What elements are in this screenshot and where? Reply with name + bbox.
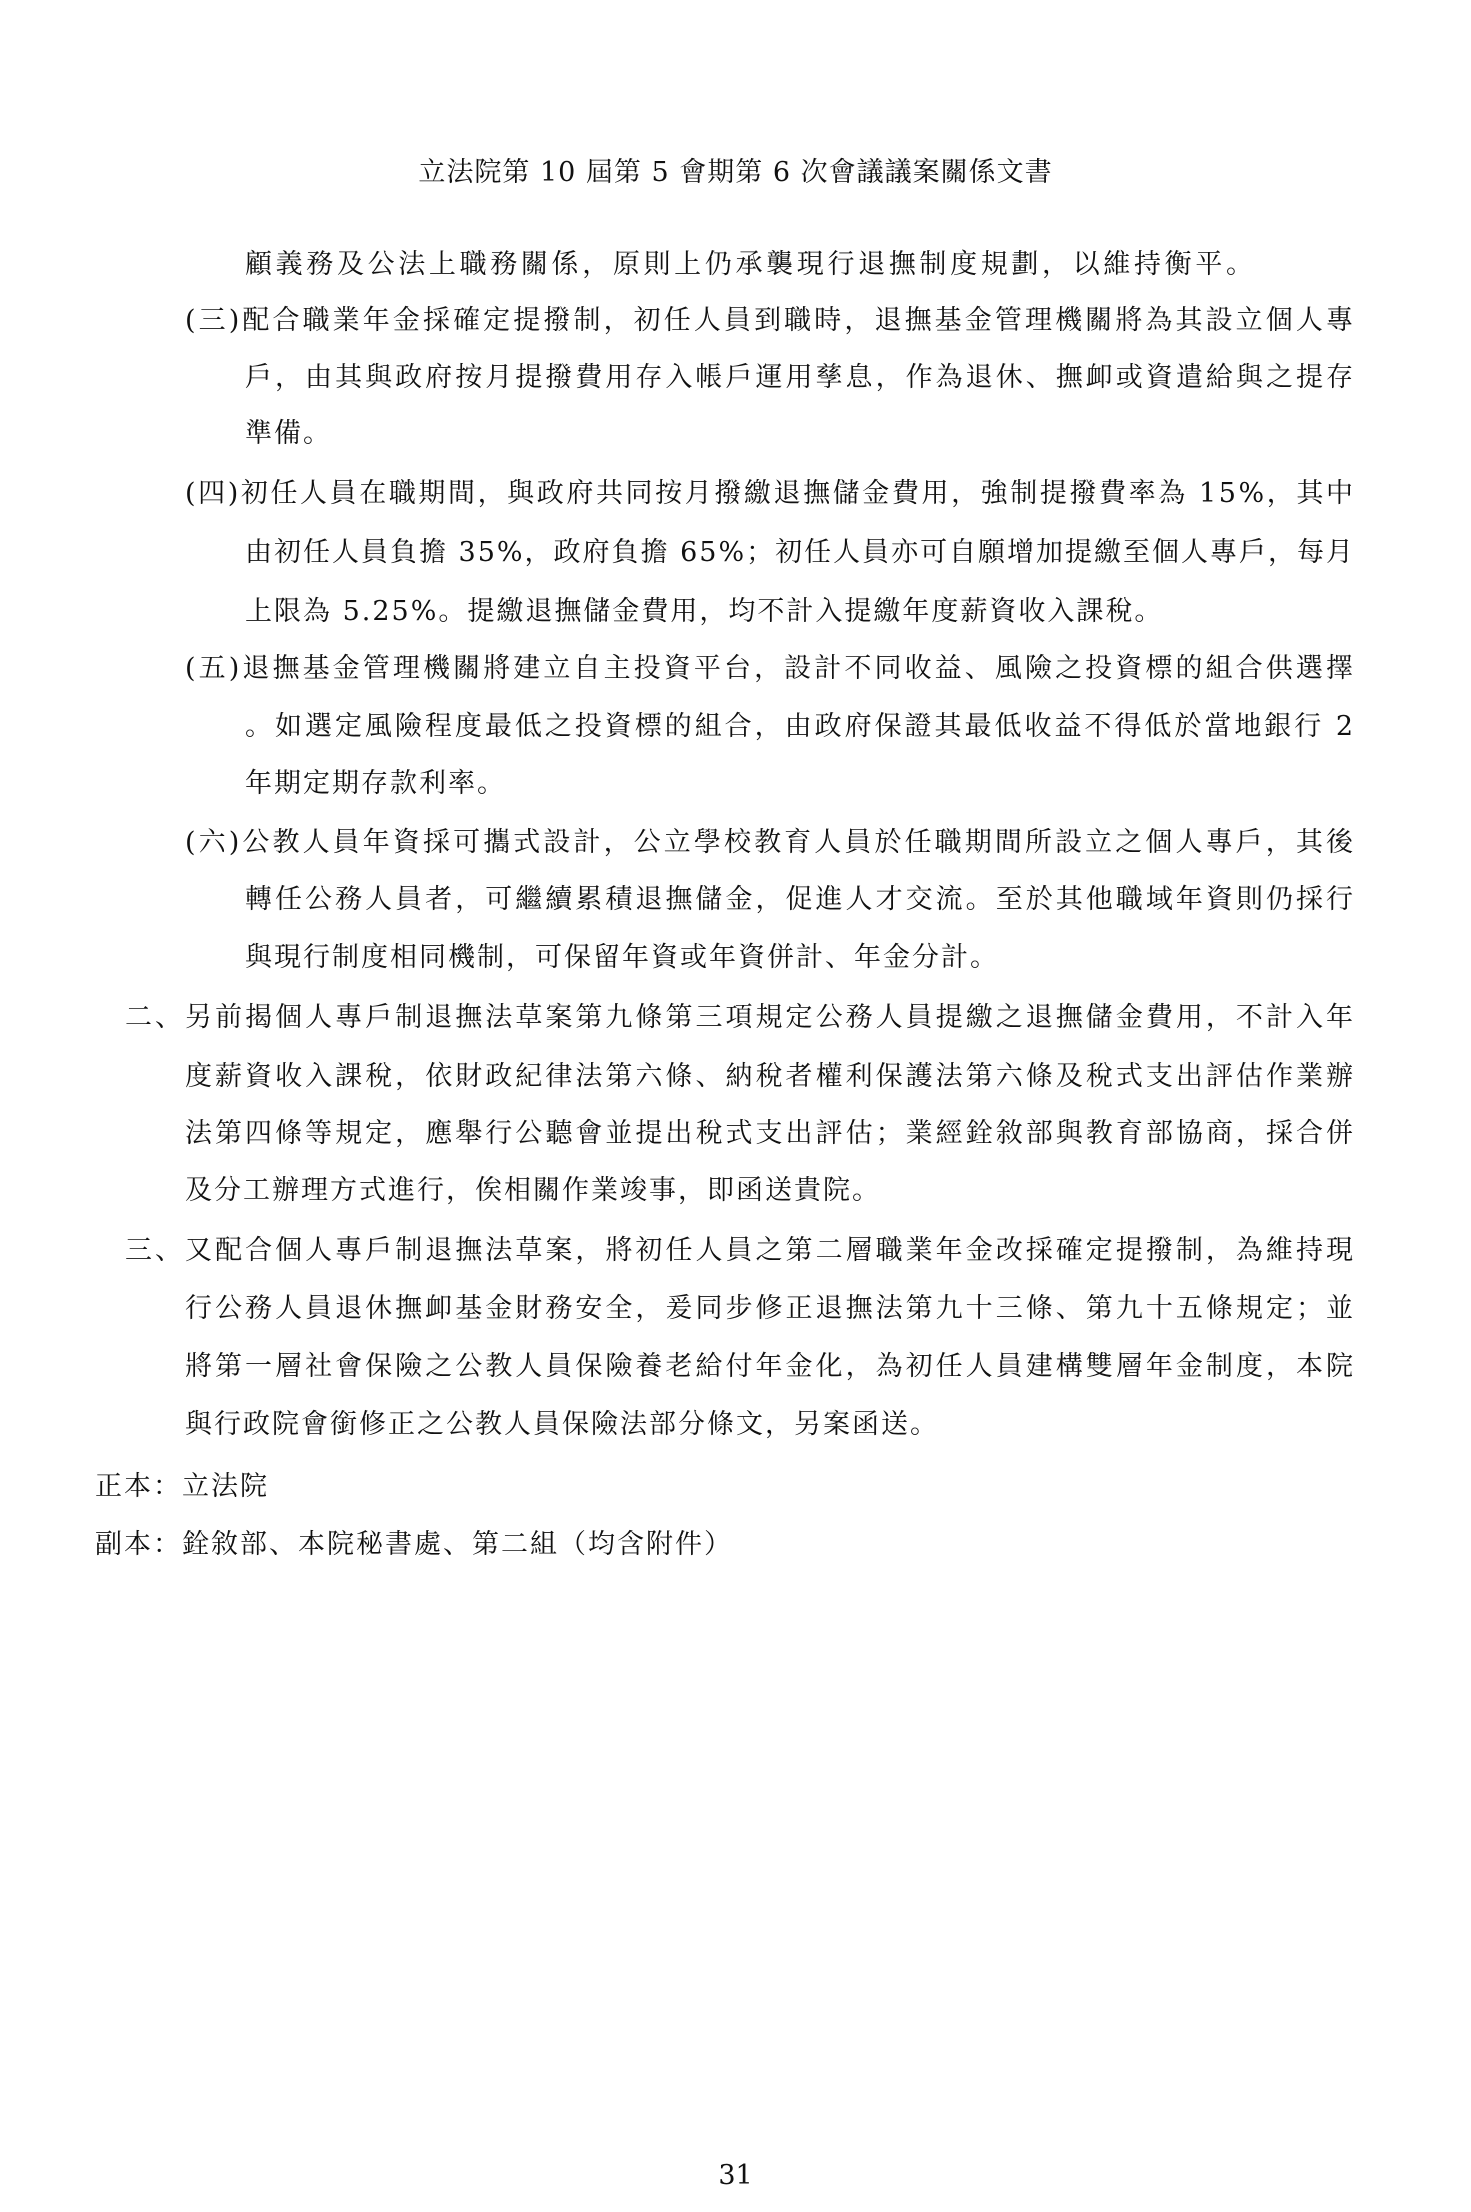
text-line: 準備。	[245, 418, 332, 449]
text-line: 與現行制度相同機制，可保留年資或年資併計、年金分計。	[245, 942, 999, 973]
text-line: 轉任公務人員者，可繼續累積退撫儲金，促進人才交流。至於其他職域年資則仍採行	[245, 884, 1357, 915]
text-line: 行公務人員退休撫卹基金財務安全，爰同步修正退撫法第九十三條、第九十五條規定；並	[185, 1293, 1357, 1324]
text-line: 戶，由其與政府按月提撥費用存入帳戶運用孳息，作為退休、撫卹或資遣給與之提存	[245, 362, 1357, 393]
text-line: 二、另前揭個人專戶制退撫法草案第九條第三項規定公務人員提繳之退撫儲金費用，不計入年	[125, 1002, 1357, 1033]
text-line: (三)配合職業年金採確定提撥制，初任人員到職時，退撫基金管理機關將為其設立個人專	[185, 305, 1357, 336]
text-line: 與行政院會銜修正之公教人員保險法部分條文，另案函送。	[185, 1409, 939, 1440]
text-line: (四)初任人員在職期間，與政府共同按月撥繳退撫儲金費用，強制提撥費率為 15%，其中	[185, 478, 1356, 509]
text-line: (六)公教人員年資採可攜式設計，公立學校教育人員於任職期間所設立之個人專戶，其後	[185, 827, 1357, 858]
text-line: (五)退撫基金管理機關將建立自主投資平台，設計不同收益、風險之投資標的組合供選擇	[185, 653, 1357, 684]
text-line: 及分工辦理方式進行，俟相關作業竣事，即函送貴院。	[185, 1175, 881, 1206]
document-header: 立法院第 10 屆第 5 會期第 6 次會議議案關係文書	[418, 157, 1053, 188]
text-line: 顧義務及公法上職務關係，原則上仍承襲現行退撫制度規劃，以維持衡平。	[245, 249, 1257, 280]
text-line: 年期定期存款利率。	[245, 768, 506, 799]
copy-recipients: 副本：銓敘部、本院秘書處、第二組（均含附件）	[95, 1529, 733, 1560]
page-number: 31	[718, 2160, 753, 2191]
text-line: 。如選定風險程度最低之投資標的組合，由政府保證其最低收益不得低於當地銀行 2	[245, 711, 1356, 742]
text-line: 法第四條等規定，應舉行公聽會並提出稅式支出評估；業經銓敘部與教育部協商，採合併	[185, 1118, 1357, 1149]
text-line: 將第一層社會保險之公教人員保險養老給付年金化，為初任人員建構雙層年金制度，本院	[185, 1351, 1357, 1382]
text-line: 由初任人員負擔 35%，政府負擔 65%；初任人員亦可自願增加提繳至個人專戶，每月	[245, 537, 1355, 568]
text-line: 度薪資收入課稅，依財政紀律法第六條、納稅者權利保護法第六條及稅式支出評估作業辦	[185, 1061, 1357, 1092]
text-line: 上限為 5.25%。提繳退撫儲金費用，均不計入提繳年度薪資收入課稅。	[245, 596, 1164, 627]
original-recipient: 正本：立法院	[95, 1471, 269, 1502]
text-line: 三、又配合個人專戶制退撫法草案，將初任人員之第二層職業年金改採確定提撥制，為維持現	[125, 1235, 1357, 1266]
